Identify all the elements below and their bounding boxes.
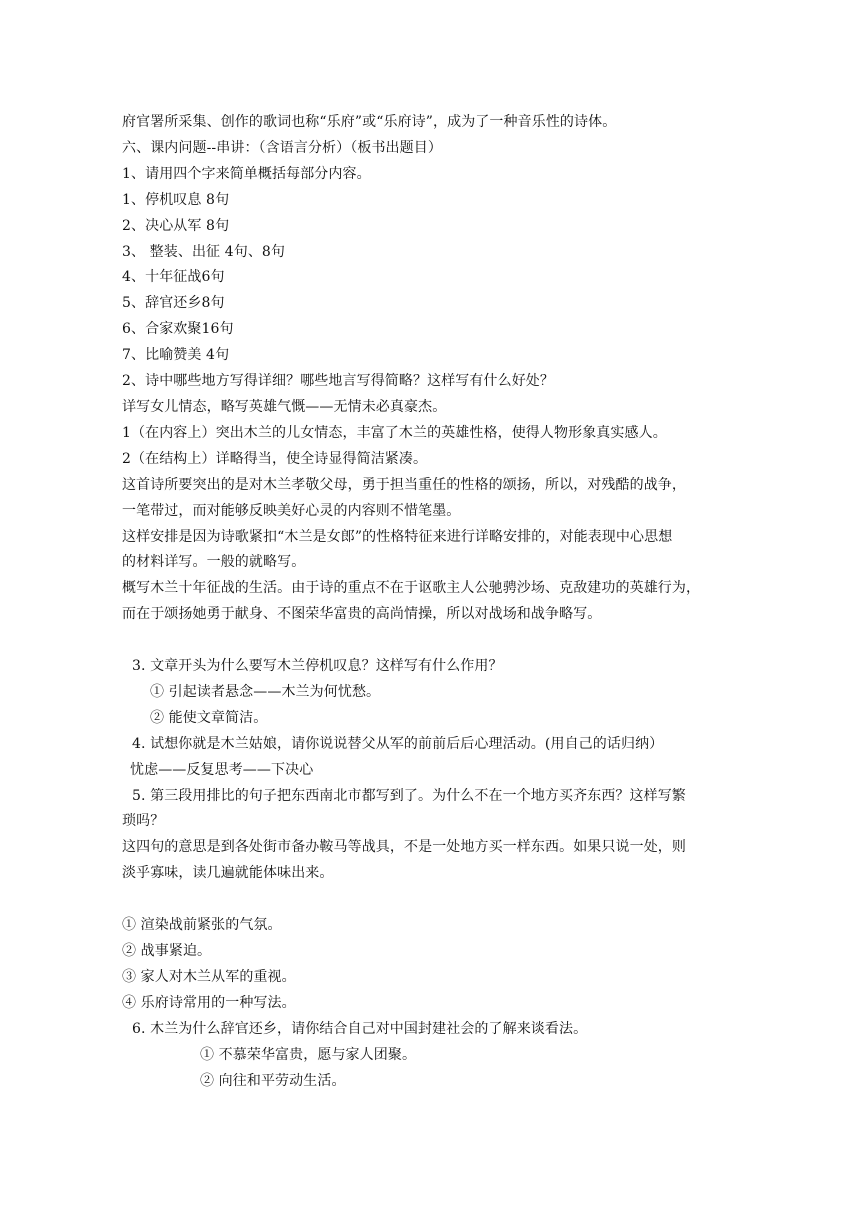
section-heading: 六、课内问题--串讲：（含语言分析）（板书出题目）: [122, 139, 442, 156]
paragraph-line: 概写木兰十年征战的生活。由于诗的重点不在于讴歌主人公驰骋沙场、克敌建功的英雄行为，: [122, 580, 701, 597]
paragraph-line: 这首诗所要突出的是对木兰孝敬父母，勇于担当重任的性格的颂扬，所以，对残酷的战争，: [122, 476, 686, 493]
answer-item: ① 不慕荣华富贵，愿与家人团聚。: [200, 1046, 417, 1063]
paragraph-line: 府官署所采集、创作的歌词也称“乐府”或“乐府诗”，成为了一种音乐性的诗体。: [122, 114, 617, 130]
question-line: 琐吗？: [122, 813, 165, 830]
paragraph-line: 一笔带过，而对能够反映美好心灵的内容则不惜笔墨。: [122, 502, 461, 519]
blank-line: [122, 628, 742, 654]
paragraph-line: 这样安排是因为诗歌紧扣“木兰是女郎”的性格特征来进行详略安排的，对能表现中心思想: [122, 528, 673, 545]
answer-item: ② 向往和平劳动生活。: [200, 1072, 346, 1089]
list-item: 5、辞官还乡8句: [122, 295, 225, 312]
list-item: 7、比喻赞美 4句: [122, 347, 230, 364]
answer-item: ① 渲染战前紧张的气氛。: [122, 917, 282, 934]
paragraph-line: 的材料详写。一般的就略写。: [122, 554, 306, 571]
paragraph-line: 这四句的意思是到各处街市备办鞍马等战具，不是一处地方买一样东西。如果只说一处，则: [122, 839, 686, 856]
list-item: 3、 整装、出征 4句、8句: [122, 243, 286, 260]
list-item: 4、十年征战6句: [122, 269, 225, 286]
question-line: 3. 文章开头为什么要写木兰停机叹息？这样写有什么作用？: [132, 658, 503, 675]
answer-line: 忧虑——反复思考——下决心: [130, 761, 314, 778]
answer-item: ② 战事紧迫。: [122, 942, 212, 959]
list-item: 1、停机叹息 8句: [122, 191, 230, 208]
paragraph-line: 详写女儿情态，略写英雄气慨——无情未必真豪杰。: [122, 398, 447, 415]
question-line: 1、请用四个字来简单概括每部分内容。: [122, 165, 371, 182]
paragraph-line: 1（在内容上）突出木兰的儿女情态，丰富了木兰的英雄性格，使得人物形象真实感人。: [122, 424, 667, 441]
paragraph-line: 淡乎寡味，读几遍就能体味出来。: [122, 865, 334, 882]
list-item: 6、合家欢聚16句: [122, 321, 234, 338]
list-item: 2、决心从军 8句: [122, 217, 230, 234]
paragraph-line: 而在于颂扬她勇于献身、不图荣华富贵的高尚情操，所以对战场和战争略写。: [122, 606, 602, 623]
blank-line: [122, 887, 742, 913]
answer-item: ③ 家人对木兰从军的重视。: [122, 968, 296, 985]
question-line: 6. 木兰为什么辞官还乡，请你结合自己对中国封建社会的了解来谈看法。: [132, 1020, 588, 1037]
document-body: [122, 110, 742, 1094]
answer-item: ④ 乐府诗常用的一种写法。: [122, 994, 296, 1011]
question-line: 4. 试想你就是木兰姑娘，请你说说替父从军的前前后后心理活动。(用自己的话归纳）: [132, 735, 664, 752]
answer-item: ① 引起读者悬念——木兰为何忧愁。: [150, 683, 381, 700]
question-line: 2、诗中哪些地方写得详细？哪些地言写得简略？这样写有什么好处？: [122, 373, 555, 390]
answer-item: ② 能使文章简洁。: [150, 709, 268, 726]
question-line: 5. 第三段用排比的句子把东西南北市都写到了。为什么不在一个地方买齐东西？这样写繁: [132, 787, 686, 804]
paragraph-line: 2（在结构上）详略得当，使全诗显得简洁紧凑。: [122, 450, 428, 467]
